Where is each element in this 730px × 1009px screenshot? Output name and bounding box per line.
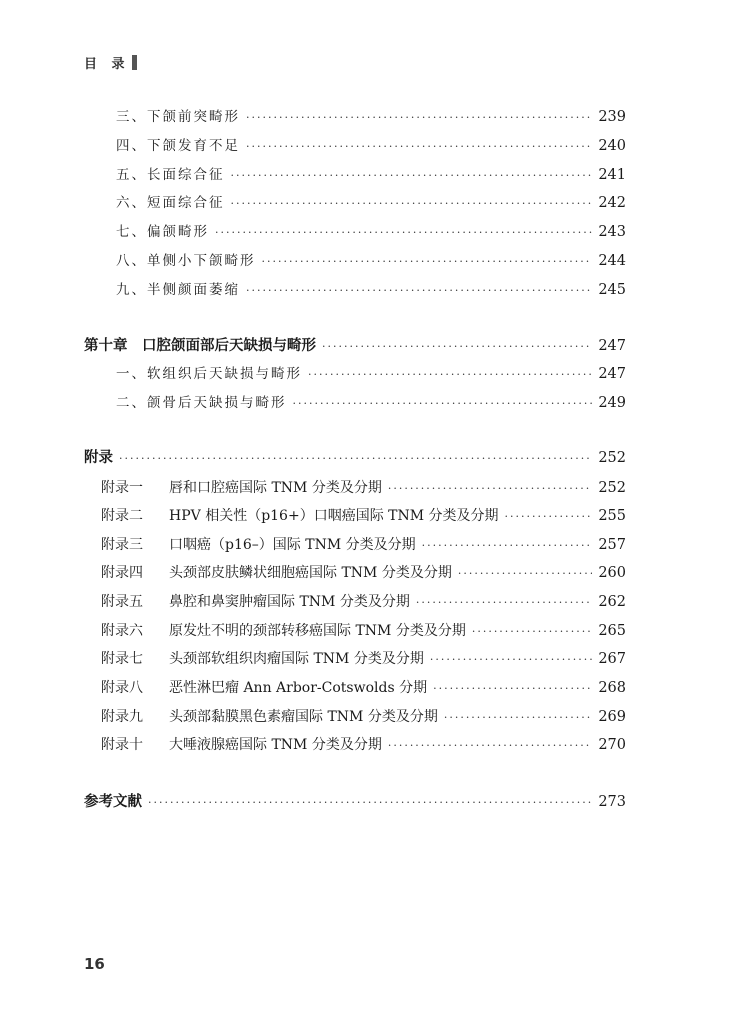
toc-page-number: 243 xyxy=(598,224,626,240)
toc-page-number: 265 xyxy=(598,623,626,639)
toc-entry-label: 八、单侧小下颌畸形 xyxy=(116,253,256,269)
leader-dots xyxy=(422,534,593,558)
appendix-title: 大唾液腺癌国际 TNM 分类及分期 xyxy=(169,737,382,753)
leader-dots xyxy=(231,192,593,216)
toc-section-entry[interactable] xyxy=(0,278,730,302)
leader-dots xyxy=(505,505,593,529)
toc-appendix-entry[interactable] xyxy=(0,476,730,500)
appendix-title: 头颈部软组织肉瘤国际 TNM 分类及分期 xyxy=(169,651,424,667)
toc-entry-label: 二、颌骨后天缺损与畸形 xyxy=(116,395,287,411)
appendix-title: 头颈部黏膜黑色素瘤国际 TNM 分类及分期 xyxy=(169,709,438,725)
toc-section-entry[interactable] xyxy=(0,134,730,158)
appendix-number: 附录六 xyxy=(101,623,143,639)
toc-entry-label: 第十章 口腔颌面部后天缺损与畸形 xyxy=(84,338,316,354)
leader-dots xyxy=(416,591,592,615)
toc-section-entry[interactable] xyxy=(0,391,730,415)
page-number: 16 xyxy=(84,955,105,973)
toc-page-number: 270 xyxy=(598,737,626,753)
appendix-number: 附录一 xyxy=(101,480,143,496)
toc-page-number: 249 xyxy=(598,395,626,411)
toc-entry-label xyxy=(101,561,452,585)
toc-entry-label xyxy=(101,590,410,614)
leader-dots xyxy=(388,734,592,758)
leader-dots xyxy=(262,250,593,274)
appendix-number: 附录八 xyxy=(101,680,143,696)
toc-appendix-entry[interactable] xyxy=(0,619,730,643)
toc-page-number: 247 xyxy=(598,338,626,354)
running-header xyxy=(84,53,137,72)
toc-page-number: 267 xyxy=(598,651,626,667)
leader-dots xyxy=(148,791,592,815)
leader-dots xyxy=(246,106,592,130)
toc-page-number: 245 xyxy=(598,282,626,298)
toc-entry-label: 六、短面综合征 xyxy=(116,195,225,211)
toc-entry-label xyxy=(101,733,382,757)
toc-chapter[interactable] xyxy=(0,334,730,358)
leader-dots xyxy=(215,221,592,245)
toc-appendix-entry[interactable] xyxy=(0,561,730,585)
header-bar-decoration xyxy=(132,55,137,70)
appendix-title: 头颈部皮肤鳞状细胞癌国际 TNM 分类及分期 xyxy=(169,565,452,581)
toc-page-number: 252 xyxy=(598,480,626,496)
toc-section-entry[interactable] xyxy=(0,220,730,244)
toc-section-entry[interactable] xyxy=(0,249,730,273)
toc-entry-label xyxy=(101,533,416,557)
leader-dots xyxy=(246,279,592,303)
toc-entry-label xyxy=(101,619,466,643)
leader-dots xyxy=(322,335,592,359)
toc-entry-label xyxy=(101,705,438,729)
toc-appendix-entry[interactable] xyxy=(0,504,730,528)
leader-dots xyxy=(444,706,592,730)
toc-chapter[interactable] xyxy=(0,790,730,814)
toc-appendix-entry[interactable] xyxy=(0,733,730,757)
toc-page-number: 268 xyxy=(598,680,626,696)
toc-entry-label xyxy=(101,476,382,500)
appendix-title: HPV 相关性（p16+）口咽癌国际 TNM 分类及分期 xyxy=(169,508,499,524)
toc-page-number: 239 xyxy=(598,109,626,125)
toc-appendix-entry[interactable] xyxy=(0,705,730,729)
toc-page-number: 255 xyxy=(598,508,626,524)
toc-page-number: 262 xyxy=(598,594,626,610)
leader-dots xyxy=(231,164,593,188)
toc-page-number: 269 xyxy=(598,709,626,725)
toc-entry-label: 四、下颌发育不足 xyxy=(116,138,240,154)
toc-chapter[interactable] xyxy=(0,446,730,470)
toc-page-number: 244 xyxy=(598,253,626,269)
appendix-number: 附录四 xyxy=(101,565,143,581)
toc-appendix-entry[interactable] xyxy=(0,533,730,557)
toc-page-number: 260 xyxy=(598,565,626,581)
appendix-title: 恶性淋巴瘤 Ann Arbor-Cotswolds 分期 xyxy=(169,680,428,696)
leader-dots xyxy=(458,562,592,586)
appendix-title: 原发灶不明的颈部转移癌国际 TNM 分类及分期 xyxy=(169,623,466,639)
toc-entry-label: 三、下颌前突畸形 xyxy=(116,109,240,125)
toc-entry-label xyxy=(101,647,424,671)
toc-page-number: 273 xyxy=(598,794,626,810)
leader-dots xyxy=(119,447,592,471)
appendix-title: 唇和口腔癌国际 TNM 分类及分期 xyxy=(169,480,382,496)
toc-entry-label: 附录 xyxy=(84,450,113,466)
leader-dots xyxy=(472,620,592,644)
toc-entry-label: 七、偏颌畸形 xyxy=(116,224,209,240)
toc-page-number: 252 xyxy=(598,450,626,466)
toc-appendix-entry[interactable] xyxy=(0,590,730,614)
leader-dots xyxy=(388,477,592,501)
toc-entry-label: 一、软组织后天缺损与畸形 xyxy=(116,366,302,382)
toc-section-entry[interactable] xyxy=(0,105,730,129)
appendix-number: 附录三 xyxy=(101,537,143,553)
leader-dots xyxy=(246,135,592,159)
toc-entry-label: 参考文献 xyxy=(84,794,142,810)
toc-page-number: 241 xyxy=(598,167,626,183)
appendix-number: 附录二 xyxy=(101,508,143,524)
leader-dots xyxy=(430,648,592,672)
appendix-number: 附录九 xyxy=(101,709,143,725)
toc-section-entry[interactable] xyxy=(0,163,730,187)
appendix-title: 鼻腔和鼻窦肿瘤国际 TNM 分类及分期 xyxy=(169,594,410,610)
appendix-number: 附录十 xyxy=(101,737,143,753)
leader-dots xyxy=(433,677,592,701)
leader-dots xyxy=(308,363,592,387)
header-title: 目 录 xyxy=(84,57,130,72)
toc-entry-label: 九、半侧颜面萎缩 xyxy=(116,282,240,298)
toc-entry-label xyxy=(101,676,427,700)
toc-entry-label: 五、长面综合征 xyxy=(116,167,225,183)
toc-page-number: 242 xyxy=(598,195,626,211)
toc-page-number: 240 xyxy=(598,138,626,154)
toc-section-entry[interactable] xyxy=(0,362,730,386)
toc-entry-label xyxy=(101,504,499,528)
toc-appendix-entry[interactable] xyxy=(0,647,730,671)
appendix-title: 口咽癌（p16–）国际 TNM 分类及分期 xyxy=(169,537,416,553)
appendix-number: 附录七 xyxy=(101,651,143,667)
appendix-number: 附录五 xyxy=(101,594,143,610)
toc-appendix-entry[interactable] xyxy=(0,676,730,700)
leader-dots xyxy=(293,392,593,416)
toc-section-entry[interactable] xyxy=(0,191,730,215)
toc-page-number: 247 xyxy=(598,366,626,382)
toc-page-number: 257 xyxy=(598,537,626,553)
